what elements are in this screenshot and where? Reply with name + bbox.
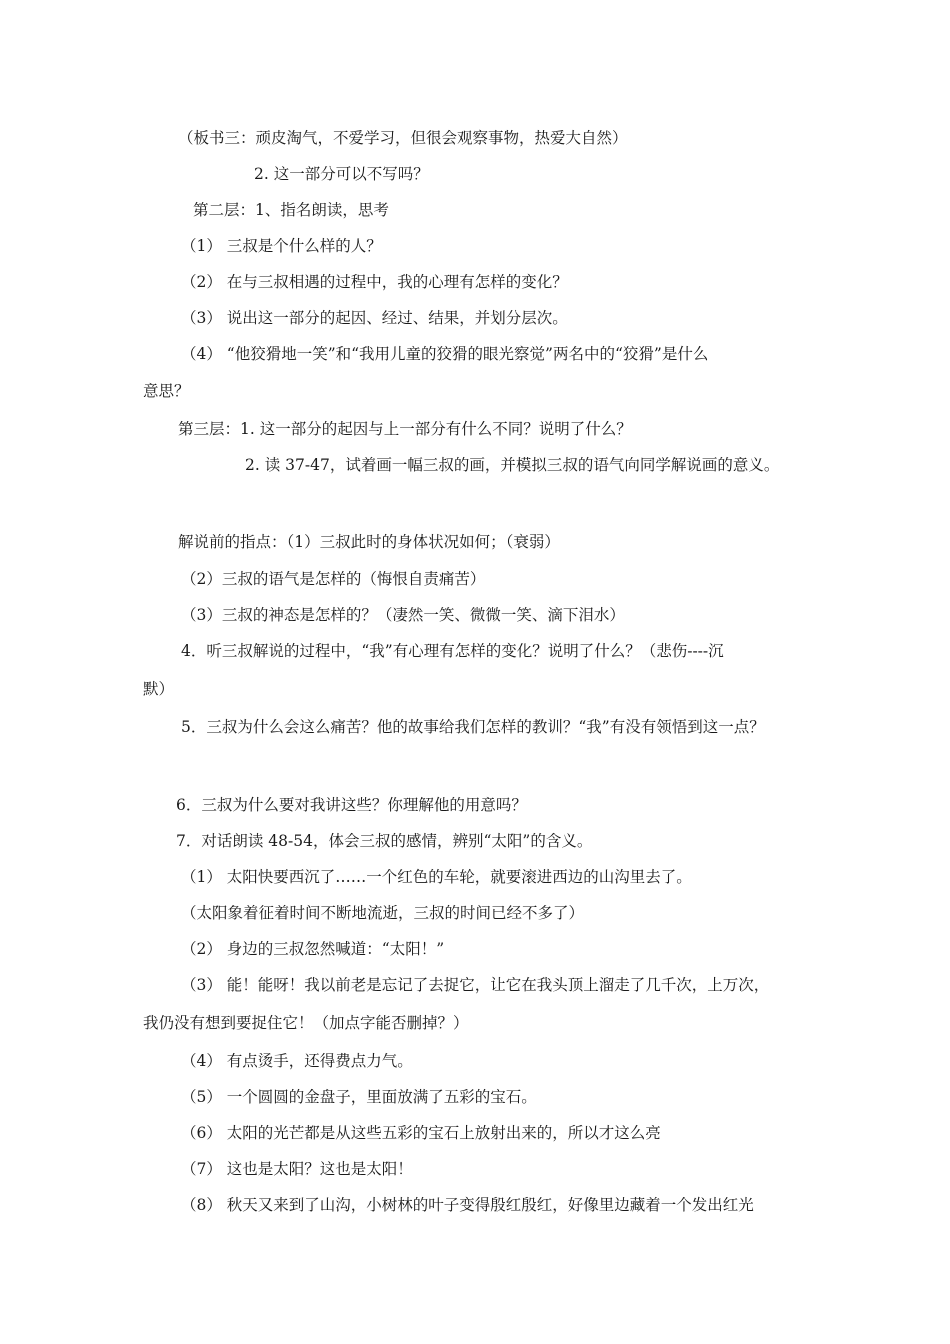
text-line: 6．三叔为什么要对我讲这些？你理解他的用意吗？: [176, 796, 527, 814]
text-line: （板书三：顽皮淘气，不爱学习，但很会观察事物，热爱大自然）: [178, 129, 628, 147]
text-line: （4） 有点烫手，还得费点力气。: [181, 1052, 413, 1070]
text-line: 第二层：1、指名朗读，思考: [193, 201, 389, 219]
text-line: 2. 读 37-47，试着画一幅三叔的画，并模拟三叔的语气向同学解说画的意义。: [245, 456, 780, 474]
text-line: 解说前的指点：（1）三叔此时的身体状况如何；（衰弱）: [178, 533, 560, 551]
text-line: （2） 身边的三叔忽然喊道：“太阳！”: [181, 940, 445, 958]
text-line: （3）三叔的神态是怎样的？（凄然一笑、微微一笑、滴下泪水）: [181, 606, 625, 624]
text-line: （6） 太阳的光芒都是从这些五彩的宝石上放射出来的，所以才这么亮: [181, 1124, 661, 1142]
text-line: （2）三叔的语气是怎样的（悔恨自责痛苦）: [181, 570, 486, 588]
text-line: （8） 秋天又来到了山沟，小树林的叶子变得殷红殷红，好像里边藏着一个发出红光: [181, 1196, 754, 1214]
text-line: （太阳象着征着时间不断地流逝，三叔的时间已经不多了）: [181, 904, 585, 922]
text-line: 我仍没有想到要捉住它！（加点字能否删掉？）: [143, 1014, 469, 1032]
text-line: （3） 能！能呀！我以前老是忘记了去捉它，让它在我头顶上溜走了几千次，上万次，: [181, 976, 770, 994]
text-line: （1） 太阳快要西沉了……一个红色的车轮，就要滚进西边的山沟里去了。: [181, 868, 692, 886]
text-line: 第三层：1. 这一部分的起因与上一部分有什么不同？说明了什么？: [178, 420, 632, 438]
text-line: （5） 一个圆圆的金盘子，里面放满了五彩的宝石。: [181, 1088, 537, 1106]
text-line: （7） 这也是太阳？这也是太阳！: [181, 1160, 413, 1178]
text-line: （2） 在与三叔相遇的过程中，我的心理有怎样的变化？: [181, 273, 568, 291]
text-line: 意思？: [143, 382, 190, 400]
text-line: 2. 这一部分可以不写吗？: [254, 165, 429, 183]
text-line: 7．对话朗读 48-54，体会三叔的感情，辨别“太阳”的含义。: [176, 832, 593, 850]
text-line: （4） “他狡猾地一笑”和“我用儿童的狡猾的眼光察觉”两名中的“狡猾”是什么: [181, 345, 709, 363]
text-line: 5．三叔为什么会这么痛苦？他的故事给我们怎样的教训？“我”有没有领悟到这一点？: [181, 718, 765, 736]
text-line: 4．听三叔解说的过程中，“我”有心理有怎样的变化？说明了什么？（悲伤----沉: [181, 642, 724, 660]
text-line: （3） 说出这一部分的起因、经过、结果，并划分层次。: [181, 309, 568, 327]
text-line: 默）: [143, 680, 175, 698]
text-line: （1） 三叔是个什么样的人？: [181, 237, 382, 255]
